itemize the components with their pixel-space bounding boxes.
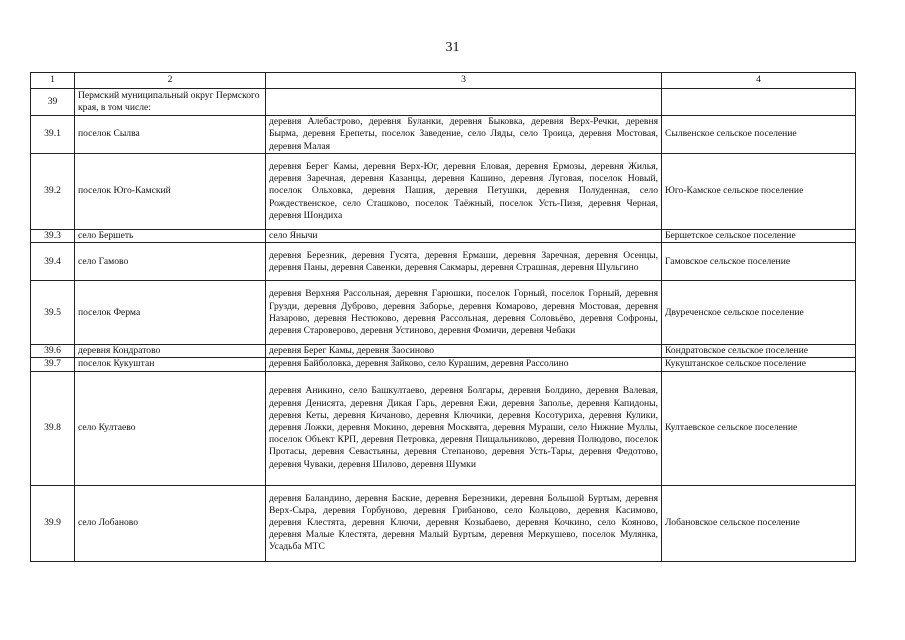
row-settlement: Лобановское сельское поселение — [662, 485, 856, 561]
row-center: поселок Ферма — [75, 281, 266, 345]
table-row — [31, 345, 856, 358]
row-settlement: Сылвенское сельское поселение — [662, 116, 856, 154]
row-number: 39.3 — [31, 230, 75, 243]
row-localities: деревня Березник, деревня Гусята, деревня Ермаши, деревня Заречная, деревня Осенцы, деревня Паны, деревня Савенки, деревня Сакмары, деревня Страшная, деревня Шульгино — [266, 243, 662, 281]
row-localities: село Янычи — [266, 230, 662, 243]
column-header: 4 — [662, 73, 856, 89]
table-header-row — [31, 73, 856, 89]
table-row — [31, 358, 856, 371]
row-localities: деревня Аникино, село Башкултаево, деревня Болгары, деревня Болдино, деревня Валевая, деревня Денисята, деревня Дикая Гарь, деревня Ежи, деревня Заполье, деревня Капидоны, деревня Кеты, деревня Кичаново, деревня Ключики, деревня Косотуриха, деревня Кулики, деревня Ложки, деревня Мокино, деревня Москвята, деревня Мураши, село Нижние Муллы, поселок Объект КРП, деревня Петровка, деревня Пищальниково, деревня Полюдово, поселок Протасы, деревня Севастьяны, деревня Степаново, деревня Усть-Тары, деревня Федотово, деревня Чуваки, деревня Шилово, деревня Шумки — [266, 371, 662, 485]
row-number: 39.7 — [31, 358, 75, 371]
row-settlement: Юго-Камское сельское поселение — [662, 154, 856, 230]
row-number: 39 — [31, 89, 75, 116]
row-localities: деревня Алебастрово, деревня Буланки, деревня Быковка, деревня Верх-Речки, деревня Бырма, деревня Ерепеты, поселок Заведение, село Ляды, село Троица, деревня Мостовая, деревня Малая — [266, 116, 662, 154]
table-row — [31, 116, 856, 154]
row-settlement: Бершетское сельское поселение — [662, 230, 856, 243]
table-row — [31, 89, 856, 116]
table-row — [31, 281, 856, 345]
row-number: 39.5 — [31, 281, 75, 345]
row-number: 39.8 — [31, 371, 75, 485]
row-number: 39.6 — [31, 345, 75, 358]
settlements-table — [30, 72, 856, 562]
row-number: 39.2 — [31, 154, 75, 230]
table-row — [31, 485, 856, 561]
row-municipality: Пермский муниципальный округ Пермского края, в том числе: — [75, 89, 266, 116]
page-number: 31 — [445, 40, 460, 55]
row-number: 39.4 — [31, 243, 75, 281]
row-settlement: Двуреченское сельское поселение — [662, 281, 856, 345]
row-center: село Лобаново — [75, 485, 266, 561]
table-row — [31, 243, 856, 281]
row-settlement — [662, 89, 856, 116]
row-localities: деревня Баландино, деревня Баские, деревня Березники, деревня Большой Буртым, деревня Верх-Сыра, деревня Горбуново, деревня Грибаново, село Кольцово, деревня Касимово, деревня Клестята, деревня Ключи, деревня Козыбаево, деревня Кочкино, село Кояново, деревня Малые Клестята, деревня Малый Буртым, деревня Меркушево, поселок Мулянка, Усадьба МТС — [266, 485, 662, 561]
row-settlement: Кондратовское сельское поселение — [662, 345, 856, 358]
row-center: поселок Юго-Камский — [75, 154, 266, 230]
table-row — [31, 230, 856, 243]
row-localities: деревня Байболовка, деревня Зайково, село Курашим, деревня Рассолино — [266, 358, 662, 371]
row-localities: деревня Берег Камы, деревня Заосиново — [266, 345, 662, 358]
row-number: 39.1 — [31, 116, 75, 154]
column-header: 3 — [266, 73, 662, 89]
column-header: 2 — [75, 73, 266, 89]
row-settlement: Култаевское сельское поселение — [662, 371, 856, 485]
table-row — [31, 154, 856, 230]
row-localities: деревня Верхняя Рассольная, деревня Гарюшки, поселок Горный, поселок Горный, деревня Грузди, деревня Дуброво, деревня Заборье, деревня Комарово, деревня Мостовая, деревня Назарово, деревня Нестюково, деревня Рассольная, деревня Соловьёво, деревня Софроны, деревня Староверово, деревня Устиново, деревня Фомичи, деревня Чебаки — [266, 281, 662, 345]
row-settlement: Кукуштанское сельское поселение — [662, 358, 856, 371]
row-center: деревня Кондратово — [75, 345, 266, 358]
row-settlement: Гамовское сельское поселение — [662, 243, 856, 281]
table-row — [31, 371, 856, 485]
row-localities: деревня Берег Камы, деревня Верх-Юг, деревня Еловая, деревня Ермозы, деревня Жилья, деревня Заречная, деревня Казанцы, деревня Кашино, деревня Луговая, поселок Новый, поселок Ольховка, деревня Пашия, деревня Петушки, деревня Полуденная, село Рождественское, село Сташково, поселок Таёжный, поселок Усть-Пизя, деревня Черная, деревня Шондиха — [266, 154, 662, 230]
row-center: поселок Сылва — [75, 116, 266, 154]
row-center: село Бершеть — [75, 230, 266, 243]
row-number: 39.9 — [31, 485, 75, 561]
row-center: село Гамово — [75, 243, 266, 281]
row-center: село Култаево — [75, 371, 266, 485]
row-localities — [266, 89, 662, 116]
column-header: 1 — [31, 73, 75, 89]
row-center: поселок Кукуштан — [75, 358, 266, 371]
